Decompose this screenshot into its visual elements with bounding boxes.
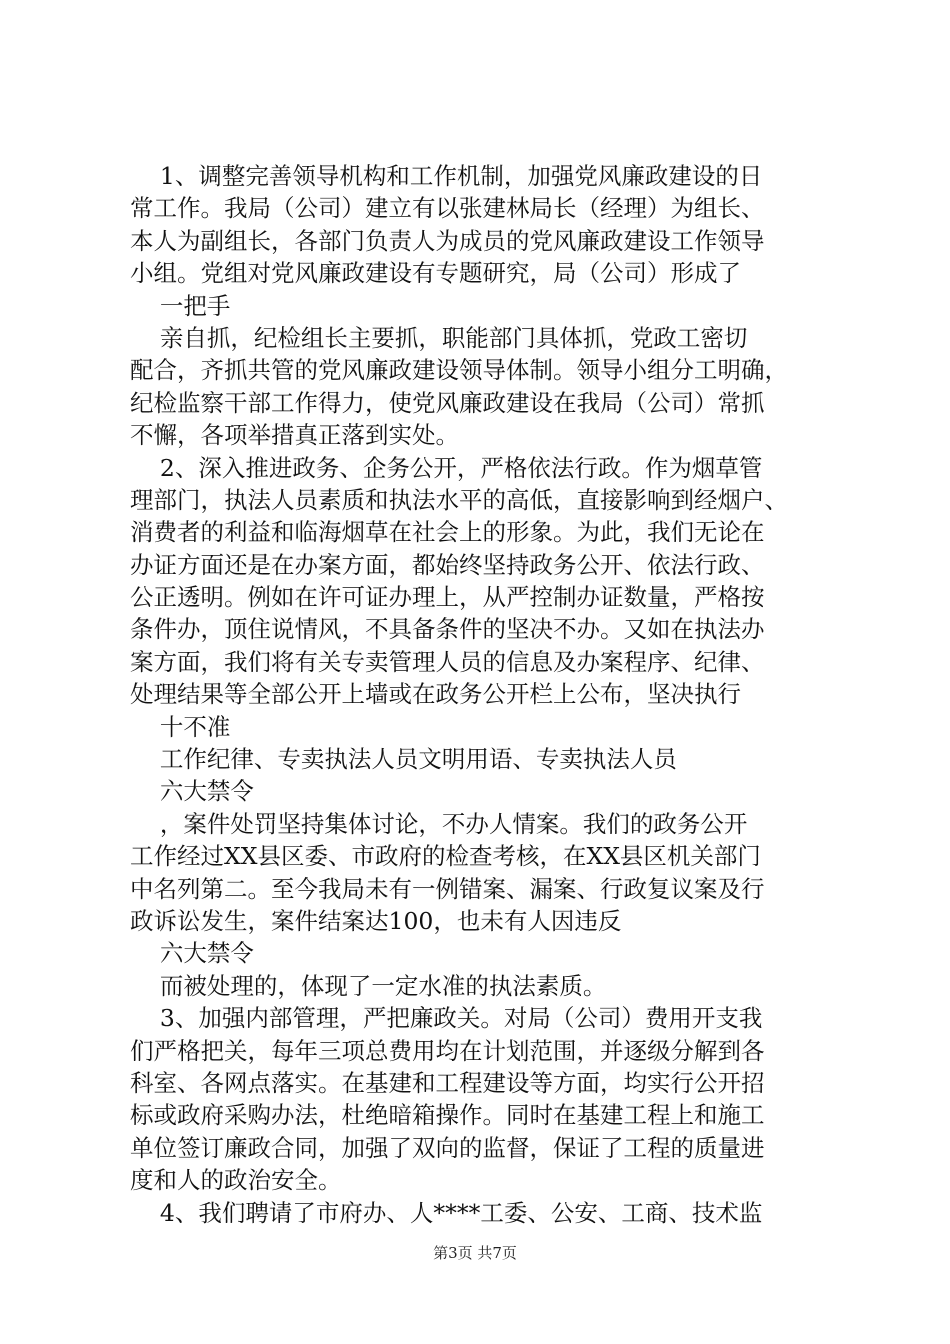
document-body: [130, 160, 830, 1229]
text-line: 理部门，执法人员素质和执法水平的高低，直接影响到经烟户、: [130, 485, 788, 514]
text-line: 标或政府采购办法，杜绝暗箱操作。同时在基建工程上和施工: [130, 1101, 765, 1130]
text-line: 处理结果等全部公开上墙或在政务公开栏上公布，坚决执行: [130, 680, 741, 709]
text-line: 配合，齐抓共管的党风廉政建设领导体制。领导小组分工明确，: [130, 356, 788, 385]
text-line: 工作纪律、专卖执法人员文明用语、专卖执法人员: [130, 745, 677, 774]
text-line: 而被处理的，体现了一定水准的执法素质。: [130, 971, 607, 1000]
text-line: 案方面，我们将有关专卖管理人员的信息及办案程序、纪律、: [130, 647, 765, 676]
text-line: 条件办，顶住说情风，不具备条件的坚决不办。又如在执法办: [130, 615, 765, 644]
text-line: 2、深入推进政务、企务公开，严格依法行政。作为烟草管: [130, 453, 763, 482]
text-line: ，案件处罚坚持集体讨论，不办人情案。我们的政务公开: [130, 809, 748, 838]
page-footer: 第3页 共7页: [433, 1244, 517, 1262]
text-line: 常工作。我局（公司）建立有以张建林局长（经理）为组长、: [130, 194, 765, 223]
text-line: 纪检监察干部工作得力，使党风廉政建设在我局（公司）常抓: [130, 388, 765, 417]
text-line: 中名列第二。至今我局未有一例错案、漏案、行政复议案及行: [130, 874, 765, 903]
text-line: 十不准: [130, 712, 231, 741]
text-line: 本人为副组长，各部门负责人为成员的党风廉政建设工作领导: [130, 226, 765, 255]
text-line: 单位签订廉政合同，加强了双向的监督，保证了工程的质量进: [130, 1133, 765, 1162]
text-line: 4、我们聘请了市府办、人****工委、公安、工商、技术监: [130, 1198, 763, 1227]
text-line: 六大禁令: [130, 777, 254, 806]
text-line: 3、加强内部管理，严把廉政关。对局（公司）费用开支我: [130, 1004, 763, 1033]
text-line: 政诉讼发生，案件结案达100，也未有人因违反: [130, 906, 622, 935]
text-line: 一把手: [130, 291, 231, 320]
text-line: 消费者的利益和临海烟草在社会上的形象。为此，我们无论在: [130, 518, 765, 547]
text-line: 科室、各网点落实。在基建和工程建设等方面，均实行公开招: [130, 1068, 765, 1097]
text-line: 度和人的政治安全。: [130, 1166, 342, 1195]
text-line: 小组。党组对党风廉政建设有专题研究，局（公司）形成了: [130, 259, 741, 288]
text-line: 公正透明。例如在许可证办理上，从严控制办证数量，严格按: [130, 583, 765, 612]
text-line: 1、调整完善领导机构和工作机制，加强党风廉政建设的日: [130, 162, 763, 190]
text-line: 不懈，各项举措真正落到实处。: [130, 421, 459, 450]
text-line: 亲自抓，纪检组长主要抓，职能部门具体抓，党政工密切: [130, 323, 748, 352]
text-line: 六大禁令: [130, 939, 254, 968]
text-line: 办证方面还是在办案方面，都始终坚持政务公开、依法行政、: [130, 550, 765, 579]
text-line: 们严格把关，每年三项总费用均在计划范围，并逐级分解到各: [130, 1036, 765, 1065]
text-line: 工作经过XX县区委、市政府的检查考核，在XX县区机关部门: [130, 842, 761, 871]
